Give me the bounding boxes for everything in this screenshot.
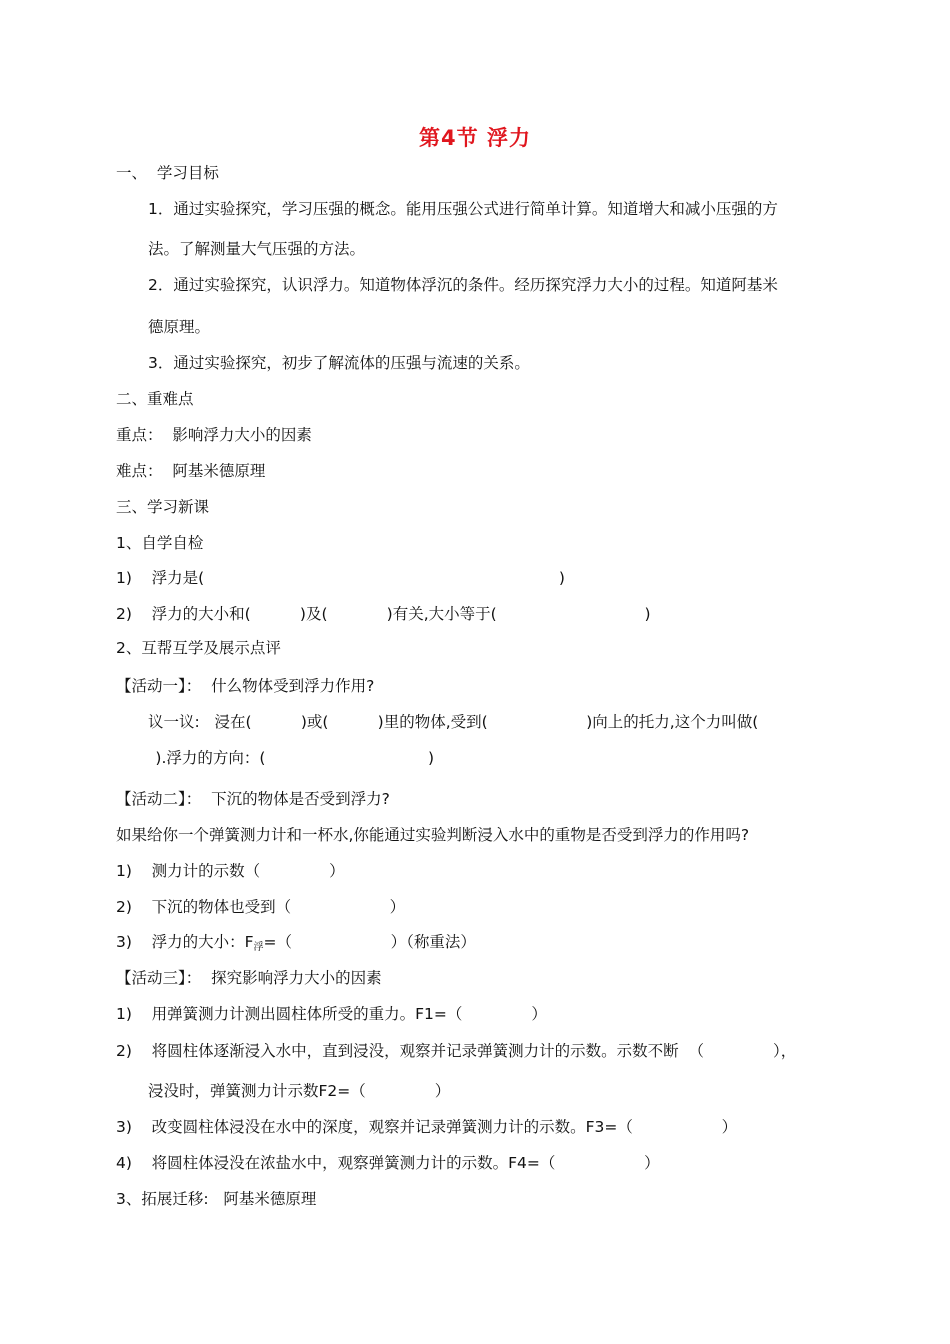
activity-1-line-1: 议一议: 浸在( )或( )里的物体,受到( )向上的托力,这个力叫做(	[148, 713, 759, 731]
activity-1-heading: 【活动一】： 什么物体受到浮力作用?	[116, 677, 375, 695]
objective-2-line-2: 德原理。	[148, 318, 211, 336]
mutual-learning-heading: 2、互帮互学及展示点评	[116, 639, 281, 657]
activity-3-question-3: 3) 改变圆柱体浸没在水中的深度，观察并记录弹簧测力计的示数。F3=（ ）	[116, 1118, 738, 1136]
activity-2-question-3	[116, 932, 476, 955]
buoyancy-formula-suffix: =（ ）（称重法）	[263, 933, 476, 951]
activity-1-line-2: ).浮力的方向：( )	[116, 749, 435, 767]
objective-1-line-1: 1．通过实验探究，学习压强的概念。能用压强公式进行简单计算。知道增大和减小压强的方	[148, 200, 778, 218]
activity-3-question-2-line-2: 浸没时，弹簧测力计示数F2=（ ）	[148, 1082, 451, 1100]
buoyancy-formula-prefix: 3) 浮力的大小：F	[116, 933, 254, 951]
activity-2-question-1: 1) 测力计的示数（ ）	[116, 862, 345, 880]
objective-3: 3．通过实验探究，初步了解流体的压强与流速的关系。	[148, 354, 530, 372]
activity-3-heading: 【活动三】： 探究影响浮力大小的因素	[116, 969, 382, 987]
extension-heading: 3、拓展迁移: 阿基米德原理	[116, 1190, 317, 1208]
key-point-focus: 重点： 影响浮力大小的因素	[116, 426, 312, 444]
key-point-difficulty: 难点： 阿基米德原理	[116, 462, 266, 480]
self-check-heading: 1、自学自检	[116, 534, 204, 552]
section-heading-key-points: 二、重难点	[116, 390, 194, 408]
self-check-question-2: 2) 浮力的大小和( )及( )有关,大小等于( )	[116, 605, 651, 623]
section-heading-new-lesson: 三、学习新课	[116, 498, 210, 516]
activity-2-heading: 【活动二】： 下沉的物体是否受到浮力?	[116, 790, 390, 808]
section-heading-objectives: 一、 学习目标	[116, 164, 219, 182]
activity-3-question-2-line-1: 2) 将圆柱体逐渐浸入水中，直到浸没，观察并记录弹簧测力计的示数。示数不断 （ ），	[116, 1042, 797, 1060]
buoyancy-subscript: 浮	[253, 942, 264, 953]
page-title: 第4节 浮力	[419, 126, 531, 150]
self-check-question-1: 1) 浮力是( )	[116, 569, 565, 587]
activity-2-question-2: 2) 下沉的物体也受到（ ）	[116, 898, 406, 916]
activity-3-question-1: 1) 用弹簧测力计测出圆柱体所受的重力。F1=（ ）	[116, 1005, 547, 1023]
activity-3-question-4: 4) 将圆柱体浸没在浓盐水中，观察弹簧测力计的示数。F4=（ ）	[116, 1154, 660, 1172]
objective-2-line-1: 2．通过实验探究，认识浮力。知道物体浮沉的条件。经历探究浮力大小的过程。知道阿基米	[148, 276, 778, 294]
objective-1-line-2: 法。了解测量大气压强的方法。	[148, 240, 366, 258]
activity-2-intro: 如果给你一个弹簧测力计和一杯水,你能通过实验判断浸入水中的重物是否受到浮力的作用吗?	[116, 826, 750, 844]
